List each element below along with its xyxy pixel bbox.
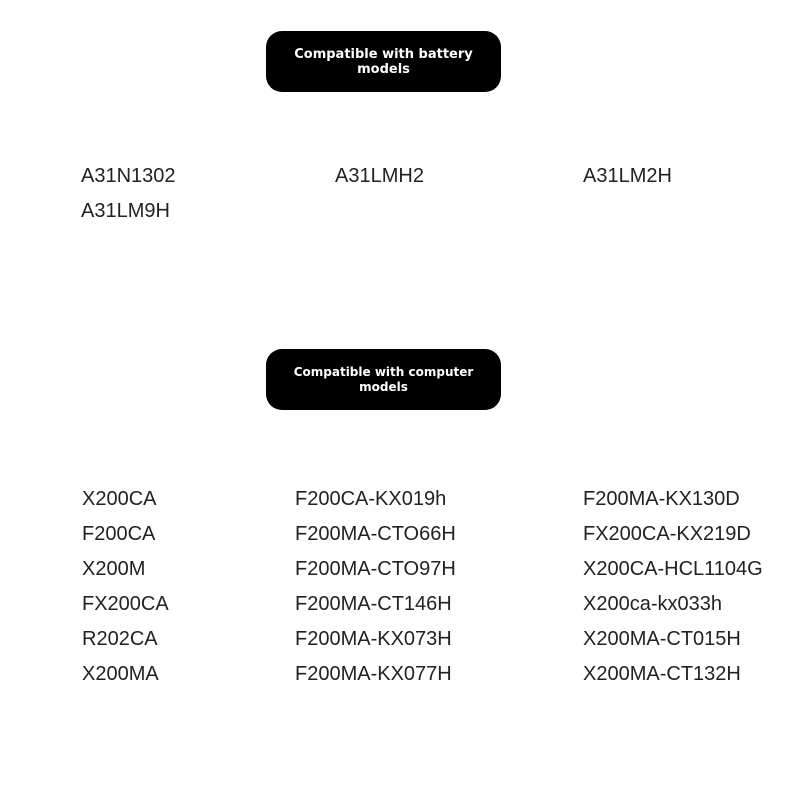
computer-model: F200MA-KX073H	[295, 628, 452, 650]
computer-model: FX200CA-KX219D	[583, 523, 751, 545]
battery-model: A31N1302	[81, 165, 176, 187]
computer-model: X200MA	[82, 663, 159, 685]
computer-model: X200MA-CT015H	[583, 628, 741, 650]
battery-models-heading-text: Compatible with battery models	[294, 46, 473, 77]
computer-model: F200MA-KX077H	[295, 663, 452, 685]
computer-model: F200MA-CT146H	[295, 593, 452, 615]
computer-model: R202CA	[82, 628, 158, 650]
computer-model: X200ca-kx033h	[583, 593, 722, 615]
computer-model: F200MA-CTO97H	[295, 558, 456, 580]
computer-model: F200CA	[82, 523, 156, 545]
battery-models-heading	[266, 31, 501, 92]
battery-model: A31LM9H	[81, 200, 170, 222]
computer-model: FX200CA	[82, 593, 169, 615]
battery-model: A31LM2H	[583, 165, 672, 187]
computer-model: X200CA-HCL1104G	[583, 558, 763, 580]
computer-model: X200M	[82, 558, 146, 580]
computer-model: X200CA	[82, 488, 157, 510]
computer-model: X200MA-CT132H	[583, 663, 741, 685]
computer-models-heading	[266, 349, 501, 410]
computer-model: F200MA-CTO66H	[295, 523, 456, 545]
computer-model: F200CA-KX019h	[295, 488, 447, 510]
computer-models-heading-text: Compatible with computer models	[293, 364, 474, 394]
computer-model: F200MA-KX130D	[583, 488, 740, 510]
battery-model: A31LMH2	[335, 165, 424, 187]
